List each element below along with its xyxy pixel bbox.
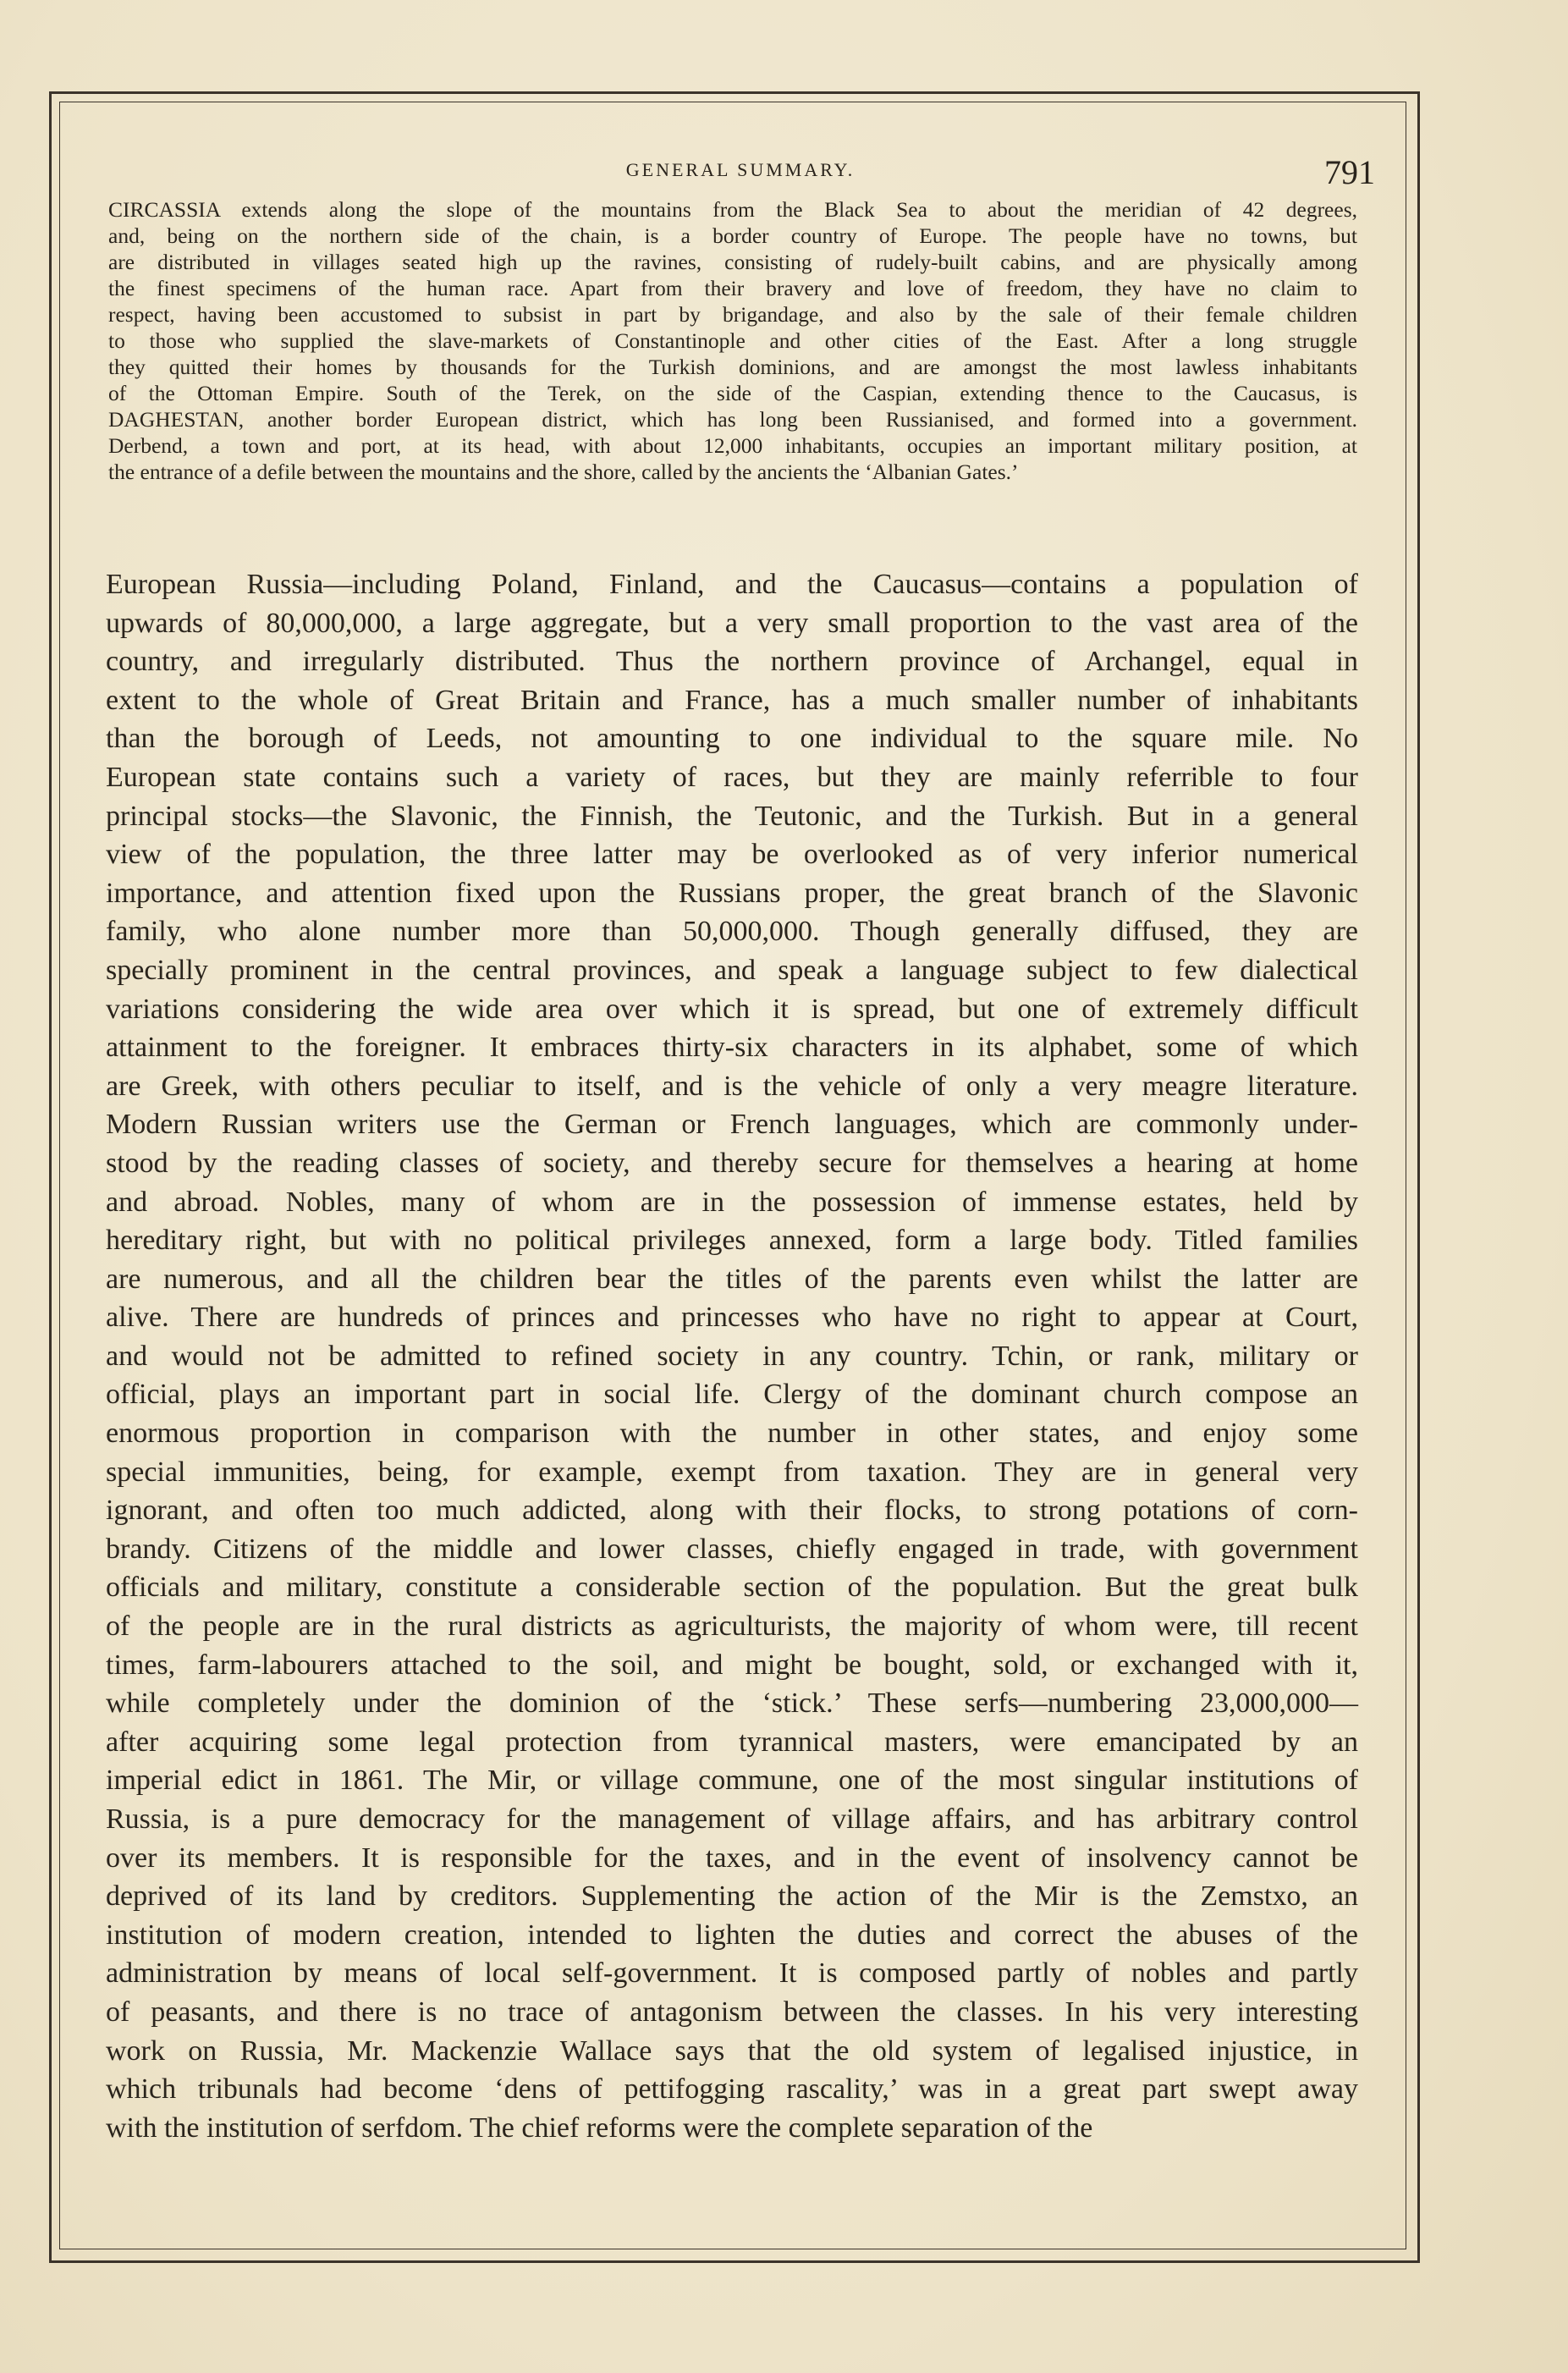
text-line: work on Russia, Mr. Mackenzie Wallace says that the old system of legalised injustice, in bbox=[106, 2034, 1358, 2067]
text-line: alive. There are hundreds of princes and princesses who have no right to appear at Court, bbox=[106, 1302, 1358, 1334]
text-line: brandy. Citizens of the middle and lower classes, chiefly engaged in trade, with government bbox=[106, 1533, 1358, 1565]
text-line: officials and military, constitute a considerable section of the population. But the great bulk bbox=[106, 1572, 1358, 1604]
text-line: over its members. It is responsible for the taxes, and in the event of insolvency cannot be bbox=[106, 1842, 1358, 1874]
text-line: institution of modern creation, intended to lighten the duties and correct the abuses of the bbox=[106, 1919, 1358, 1951]
text-line: principal stocks—the Slavonic, the Finnish, the Teutonic, and the Turkish. But in a general bbox=[106, 800, 1358, 832]
text-line: times, farm-labourers attached to the soil, and might be bought, sold, or exchanged with it, bbox=[106, 1649, 1358, 1681]
text-line: and, being on the northern side of the chain, is a border country of Europe. The people have no towns, but bbox=[108, 223, 1357, 248]
text-line: view of the population, the three latter may be overlooked as of very inferior numerical bbox=[106, 839, 1358, 871]
running-title: GENERAL SUMMARY. bbox=[625, 159, 856, 180]
text-line: and abroad. Nobles, many of whom are in the possession of immense estates, held by bbox=[106, 1186, 1358, 1218]
text-line: with the institution of serfdom. The chief reforms were the complete separation of the bbox=[106, 2111, 1093, 2144]
text-line: specially prominent in the central provinces, and speak a language subject to few dialectical bbox=[106, 954, 1358, 986]
text-line: extent to the whole of Great Britain and France, has a much smaller number of inhabitants bbox=[106, 684, 1358, 716]
bottom-rule bbox=[49, 2261, 1420, 2263]
text-line: of the Ottoman Empire. South of the Terek, on the side of the Caspian, extending thence to the Caucasus, is bbox=[108, 381, 1357, 405]
text-line: official, plays an important part in social life. Clergy of the dominant church compose an bbox=[106, 1379, 1358, 1411]
text-line: enormous proportion in comparison with the number in other states, and enjoy some bbox=[106, 1418, 1358, 1450]
text-line: hereditary right, but with no political privileges annexed, form a large body. Titled families bbox=[106, 1225, 1358, 1257]
text-line: ignorant, and often too much addicted, along with their flocks, to strong potations of corn- bbox=[106, 1495, 1358, 1527]
running-head bbox=[106, 153, 1375, 191]
european-russia-paragraph bbox=[106, 565, 1358, 2147]
text-line: while completely under the dominion of the ‘stick.’ These serfs—numbering 23,000,000— bbox=[106, 1688, 1358, 1720]
text-line: than the borough of Leeds, not amounting to one individual to the square mile. No bbox=[106, 723, 1358, 755]
text-line: respect, having been accustomed to subsist in part by brigandage, and also by the sale of their female children bbox=[108, 302, 1357, 327]
text-line: stood by the reading classes of society, and thereby secure for themselves a hearing at home bbox=[106, 1147, 1358, 1179]
text-line: Derbend, a town and port, at its head, with about 12,000 inhabitants, occupies an important military position, at bbox=[108, 433, 1357, 458]
text-line: after acquiring some legal protection from tyrannical masters, were emancipated by an bbox=[106, 1726, 1358, 1758]
text-line: upwards of 80,000,000, a large aggregate, but a very small proportion to the vast area of the bbox=[106, 607, 1358, 639]
text-line: are Greek, with others peculiar to itself, and is the vehicle of only a very meagre literature. bbox=[106, 1070, 1358, 1102]
text-line: which tribunals had become ‘dens of pettifogging rascality,’ was in a great part swept away bbox=[106, 2073, 1358, 2106]
page-number: 791 bbox=[1324, 153, 1375, 191]
text-line: variations considering the wide area over which it is spread, but one of extremely difficult bbox=[106, 993, 1358, 1025]
text-line: Russia, is a pure democracy for the management of village affairs, and has arbitrary control bbox=[106, 1803, 1358, 1835]
text-line: DAGHESTAN, another border European district, which has long been Russianised, and formed into a government. bbox=[108, 407, 1357, 432]
text-line: are numerous, and all the children bear the titles of the parents even whilst the latter are bbox=[106, 1263, 1358, 1295]
text-line: of the people are in the rural districts as agriculturists, the majority of whom were, till recent bbox=[106, 1610, 1358, 1643]
text-line: of peasants, and there is no trace of antagonism between the classes. In his very interesting bbox=[106, 1996, 1358, 2028]
text-line: attainment to the foreigner. It embraces thirty-six characters in its alphabet, some of which bbox=[106, 1032, 1358, 1064]
text-line: the finest specimens of the human race. Apart from their bravery and love of freedom, they have no claim to bbox=[108, 276, 1357, 300]
text-line: importance, and attention fixed upon the Russians proper, the great branch of the Slavonic bbox=[106, 877, 1358, 909]
text-line: CIRCASSIA extends along the slope of the mountains from the Black Sea to about the meridian of 42 degrees, bbox=[108, 197, 1357, 222]
text-line: and would not be admitted to refined society in any country. Tchin, or rank, military or bbox=[106, 1340, 1358, 1372]
text-line: country, and irregularly distributed. Thus the northern province of Archangel, equal in bbox=[106, 646, 1358, 678]
text-line: family, who alone number more than 50,000,000. Though generally diffused, they are bbox=[106, 916, 1358, 948]
text-line: are distributed in villages seated high up the ravines, consisting of rudely-built cabins, and are physically among bbox=[108, 250, 1357, 274]
text-line: the entrance of a defile between the mountains and the shore, called by the ancients the ‘Albanian Gates.’ bbox=[108, 460, 1019, 484]
text-line: deprived of its land by creditors. Supplementing the action of the Mir is the Zemstxo, an bbox=[106, 1880, 1358, 1913]
text-line: European state contains such a variety of races, but they are mainly referrible to four bbox=[106, 761, 1358, 793]
text-line: special immunities, being, for example, exempt from taxation. They are in general very bbox=[106, 1456, 1358, 1488]
text-line: to those who supplied the slave-markets of Constantinople and other cities of the East. After a long struggle bbox=[108, 328, 1357, 353]
circassia-paragraph bbox=[108, 196, 1357, 485]
text-line: they quitted their homes by thousands for the Turkish dominions, and are amongst the most lawless inhabitants bbox=[108, 355, 1357, 379]
text-line: European Russia—including Poland, Finland, and the Caucasus—contains a population of bbox=[106, 569, 1358, 600]
text-line: imperial edict in 1861. The Mir, or village commune, one of the most singular institutions of bbox=[106, 1765, 1358, 1797]
text-line: Modern Russian writers use the German or French languages, which are commonly under- bbox=[106, 1109, 1358, 1141]
text-line: administration by means of local self-government. It is composed partly of nobles and partly bbox=[106, 1957, 1358, 1990]
